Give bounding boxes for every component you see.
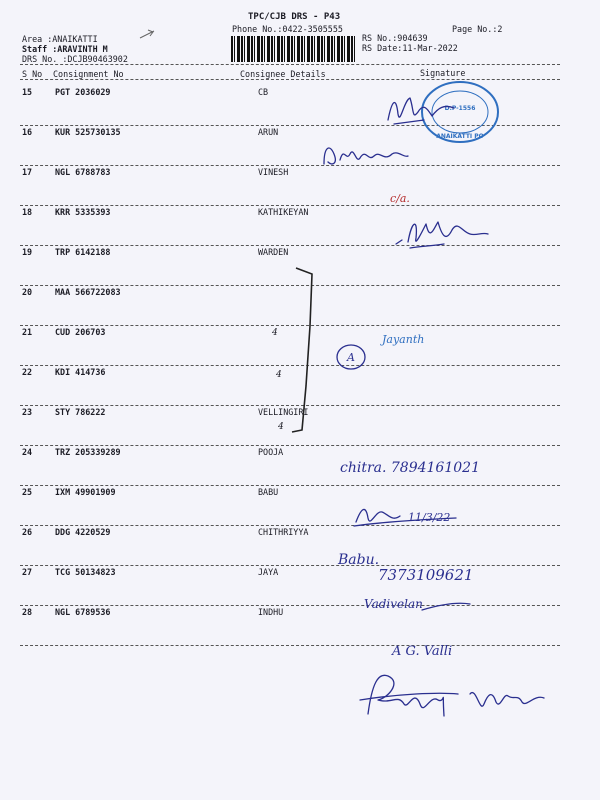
row-sno: 21 [22, 327, 33, 337]
row-consignment-no: CUD 206703 [55, 327, 106, 337]
row-consignee-name: CB [258, 87, 269, 97]
signature-row-16 [320, 140, 412, 170]
row-consignment-no: NGL 6789536 [55, 607, 111, 617]
row-consignment-no: IXM 49901909 [55, 487, 116, 497]
barcode [231, 36, 355, 62]
row-separator [20, 525, 560, 526]
row-consignee-name: JAYA [258, 567, 279, 577]
row-separator [20, 605, 560, 606]
phone-number: Phone No.:0422-3505555 [232, 24, 343, 34]
signature-row-15 [384, 90, 464, 132]
row-sno: 24 [22, 447, 33, 457]
circled-letter: A [347, 351, 355, 364]
bracket-line [290, 266, 320, 446]
row-sno: 16 [22, 127, 33, 137]
row-sno: 19 [22, 247, 33, 257]
row-consignee-name: CHITHRIYYA [258, 527, 309, 537]
table-row [0, 127, 600, 167]
handwritten-g-valli: A G. Valli [392, 644, 453, 659]
handwritten-four-1: 4 [272, 328, 278, 338]
row-consignee-name: BABU [258, 487, 279, 497]
page-number: Page No.:2 [452, 24, 503, 34]
staff-label: Staff :ARAVINTH M [22, 44, 108, 54]
row-consignment-no: TRZ 205339289 [55, 447, 121, 457]
column-header-consignee: Consignee Details [240, 69, 326, 79]
handwritten-four-2: 4 [276, 370, 282, 380]
row-consignment-no: PGT 2036029 [55, 87, 111, 97]
row-sno: 28 [22, 607, 33, 617]
table-row [0, 567, 600, 607]
stamp-code: D.P-1556 [444, 105, 476, 112]
row-sno: 17 [22, 167, 33, 177]
row-separator [20, 485, 560, 486]
row-consignee-name: VINESH [258, 167, 289, 177]
handwritten-jayanth: Jayanth [382, 333, 425, 346]
row-sno: 23 [22, 407, 33, 417]
row-consignment-no: KUR 525730135 [55, 127, 121, 137]
row-separator [20, 205, 560, 206]
header-rule-top [20, 64, 560, 65]
row-consignment-no: TRP 6142188 [55, 247, 111, 257]
table-row [0, 167, 600, 207]
row-consignee-name: KATHIKEYAN [258, 207, 309, 217]
row-consignee-name: POOJA [258, 447, 284, 457]
handwritten-date: 11/3/22 [408, 511, 451, 524]
rs-number: RS No.:904639 [362, 33, 428, 43]
handwritten-c-a: c/a. [390, 192, 410, 205]
row-consignee-name: ARUN [258, 127, 279, 137]
handwritten-babu-phone: 7373109621 [378, 566, 474, 584]
table-row [0, 487, 600, 527]
row-consignee-name: WARDEN [258, 247, 289, 257]
row-consignee-name: INDHU [258, 607, 284, 617]
row-sno: 20 [22, 287, 33, 297]
row-consignment-no: NGL 6788783 [55, 167, 111, 177]
row-consignment-no: KRR 5335393 [55, 207, 111, 217]
row-sno: 15 [22, 87, 33, 97]
table-row [0, 527, 600, 567]
column-header-signature: Signature [420, 68, 466, 78]
row-sno: 25 [22, 487, 33, 497]
circled-mark [334, 342, 368, 372]
row-sno: 18 [22, 207, 33, 217]
row-separator [20, 165, 560, 166]
column-header-consignment: Consignment No [53, 69, 124, 79]
handwritten-chitra: chitra. 7894161021 [340, 460, 480, 476]
row-consignment-no: TCG 50134823 [55, 567, 116, 577]
row-consignment-no: DDG 4220529 [55, 527, 111, 537]
table-row [0, 87, 600, 127]
row-consignment-no: STY 786222 [55, 407, 106, 417]
row-consignee-name: VELLINGIRI [258, 407, 309, 417]
table-row [0, 207, 600, 247]
sheet-title: TPC/CJB DRS - P43 [248, 12, 341, 22]
pen-mark-icon [138, 28, 158, 40]
row-separator [20, 565, 560, 566]
underline-vadivelan [362, 598, 472, 618]
column-header-sno: S No [22, 69, 43, 79]
handwritten-vadivelan: Vadivelan [364, 597, 423, 611]
signature-row-28 [358, 664, 558, 724]
row-separator [20, 645, 560, 646]
table-row [0, 607, 600, 647]
drs-number: DRS No. :DCJB90463902 [22, 54, 128, 64]
stamp-place: ANAIKATTI PO [436, 133, 484, 140]
row-sno: 22 [22, 367, 33, 377]
table-row [0, 447, 600, 487]
row-consignment-no: KDI 414736 [55, 367, 106, 377]
row-sno: 27 [22, 567, 33, 577]
handwritten-babu: Babu. [338, 552, 380, 568]
rs-date: RS Date:11-Mar-2022 [362, 43, 458, 53]
row-consignment-no: MAA 566722083 [55, 287, 121, 297]
signature-row-18 [392, 212, 492, 252]
handwritten-four-3: 4 [278, 422, 284, 432]
area-label: Area :ANAIKATTI [22, 34, 98, 44]
row-sno: 26 [22, 527, 33, 537]
